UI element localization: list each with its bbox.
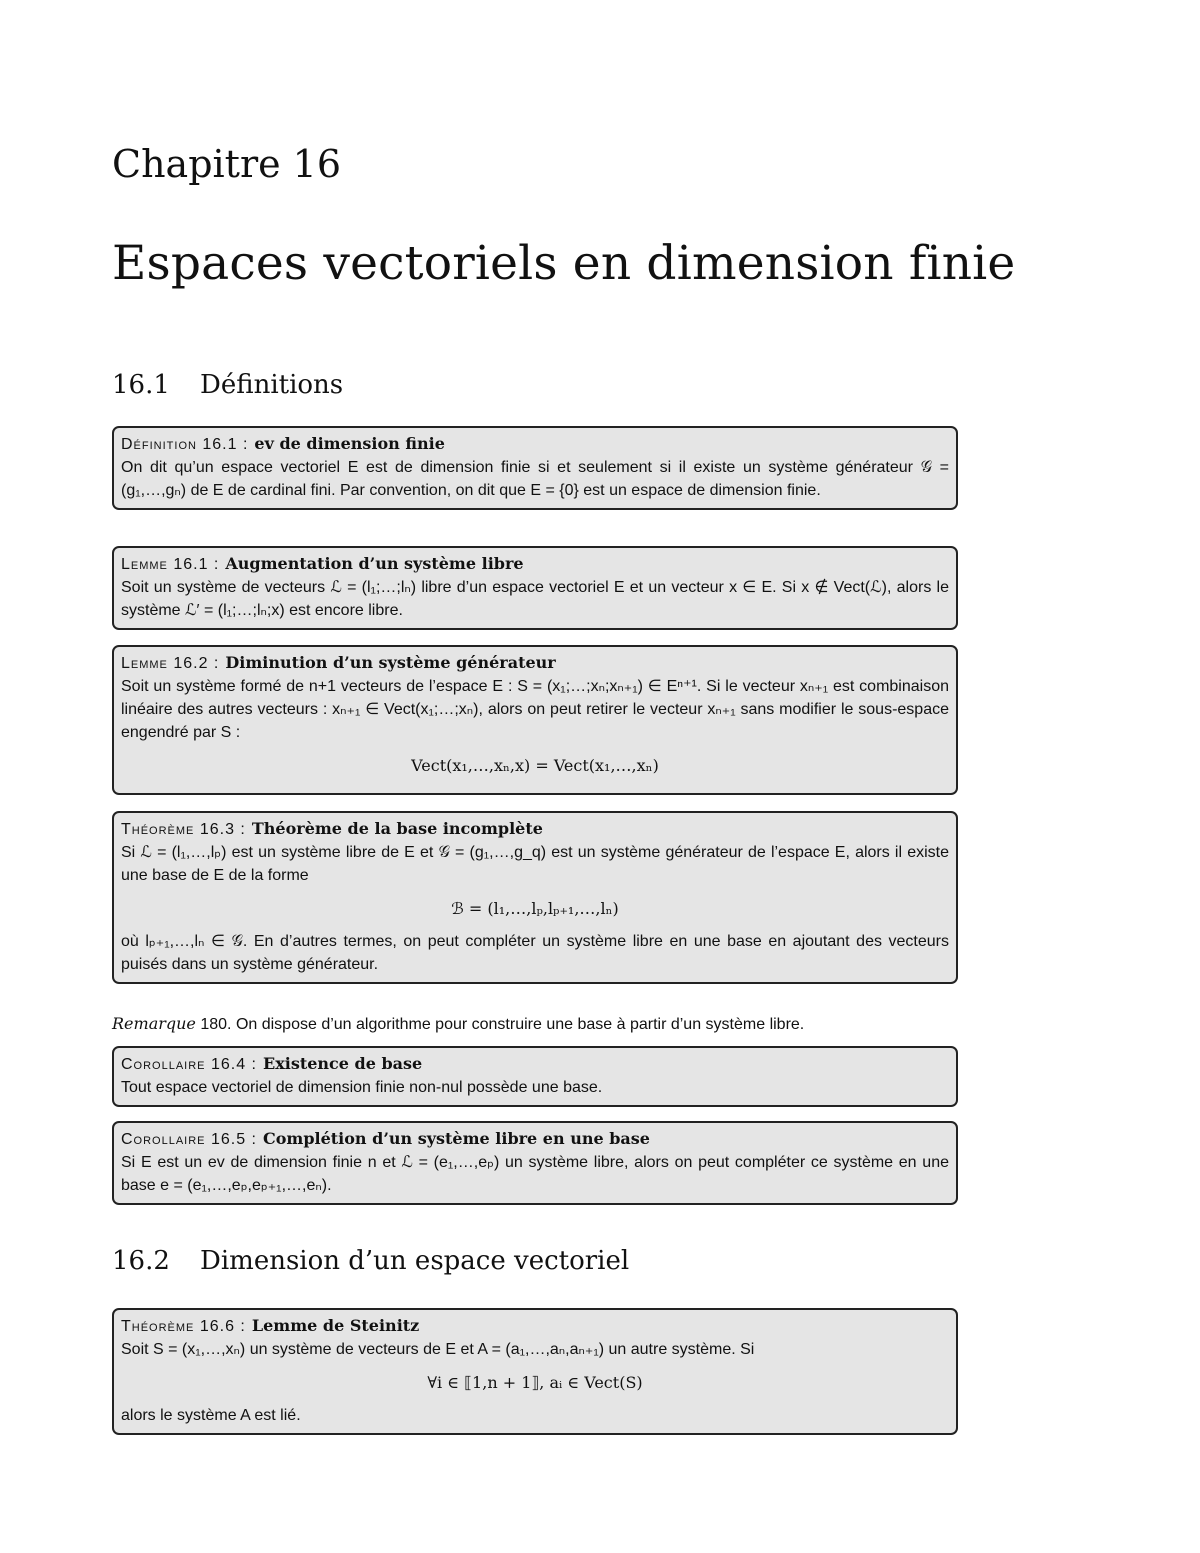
block-body: Soit un système de vecteurs ℒ = (l₁;…;lₙ) libre d’un espace vectoriel E et un vecteur x ∈ E. Si x ∉ Vect(ℒ), alors le système ℒ′ = (l₁;…;lₙ;x) est encore libre. xyxy=(121,579,949,619)
theorem-box xyxy=(112,811,958,984)
block-kind: Théorème 16.3 : xyxy=(121,821,246,838)
block-title: Théorème de la base incomplète xyxy=(251,819,543,838)
display-formula: Vect(x₁,…,xₙ,x) = Vect(x₁,…,xₙ) xyxy=(411,756,659,775)
block-kind: Corollaire 16.5 : xyxy=(121,1131,257,1148)
corollary-box xyxy=(112,1121,958,1205)
section-heading-16-1 xyxy=(112,370,343,400)
remark-number: 180. xyxy=(200,1016,232,1033)
block-header xyxy=(121,1127,949,1151)
remark xyxy=(112,1012,958,1036)
section-heading-16-2 xyxy=(112,1246,629,1276)
block-body: Soit un système formé de n+1 vecteurs de l’espace E : S = (x₁;…;xₙ;xₙ₊₁) ∈ Eⁿ⁺¹. Si le vecteur xₙ₊₁ est combinaison linéaire des autres vecteurs : xₙ₊₁ ∈ Vect(x₁;…;xₙ), alors on peut retirer le vecteur xₙ₊₁ sans modifier le sous-espace engendré par S : xyxy=(121,678,949,741)
lemma-box xyxy=(112,645,958,795)
chapter-title: Espaces vectoriels en dimension finie xyxy=(112,236,1016,291)
section-number: 16.2 xyxy=(112,1246,170,1276)
section-number: 16.1 xyxy=(112,370,170,400)
block-header xyxy=(121,552,949,576)
block-title: ev de dimension finie xyxy=(254,434,445,453)
block-kind: Corollaire 16.4 : xyxy=(121,1056,257,1073)
theorem-box xyxy=(112,1308,958,1435)
block-kind: Lemme 16.2 : xyxy=(121,655,220,672)
block-header xyxy=(121,1314,949,1338)
block-body: Tout espace vectoriel de dimension finie non-nul possède une base. xyxy=(121,1079,603,1096)
block-header xyxy=(121,1052,949,1076)
block-header xyxy=(121,817,949,841)
section-title: Définitions xyxy=(200,370,344,400)
remark-text: On dispose d’un algorithme pour construire une base à partir d’un système libre. xyxy=(235,1016,805,1033)
display-formula: ∀i ∈ ⟦1,n + 1⟧, aᵢ ∈ Vect(S) xyxy=(427,1373,643,1392)
lemma-box xyxy=(112,546,958,630)
block-kind: Théorème 16.6 : xyxy=(121,1318,246,1335)
corollary-box xyxy=(112,1046,958,1107)
block-header xyxy=(121,651,949,675)
block-title: Augmentation d’un système libre xyxy=(225,554,524,573)
block-body: Si E est un ev de dimension finie n et ℒ = (e₁,…,eₚ) un système libre, alors on peut compléter ce système en une base e = (e₁,…,eₚ,eₚ₊₁,…,eₙ). xyxy=(121,1154,949,1194)
block-header xyxy=(121,432,949,456)
block-title: Complétion d’un système libre en une base xyxy=(263,1129,650,1148)
block-title: Diminution d’un système générateur xyxy=(225,653,556,672)
block-body: Soit S = (x₁,…,xₙ) un système de vecteurs de E et A = (a₁,…,aₙ,aₙ₊₁) un autre système. Si xyxy=(121,1341,755,1358)
block-body: On dit qu’un espace vectoriel E est de dimension finie si et seulement si il existe un système générateur 𝒢 = (g₁,…,gₙ) de E de cardinal fini. Par convention, on dit que E = {0} est un espace de dimension finie. xyxy=(121,459,949,499)
display-formula: ℬ = (l₁,…,lₚ,lₚ₊₁,…,lₙ) xyxy=(451,899,619,918)
block-body-after: où lₚ₊₁,…,lₙ ∈ 𝒢. En d’autres termes, on peut compléter un système libre en une base en ajoutant des vecteurs puisés dans un système générateur. xyxy=(121,933,949,973)
block-body: Si ℒ = (l₁,…,lₚ) est un système libre de E et 𝒢 = (g₁,…,g_q) est un système générateur de l’espace E, alors il existe une base de E de la forme xyxy=(121,844,949,884)
block-title: Existence de base xyxy=(263,1054,423,1073)
chapter-label: Chapitre 16 xyxy=(112,142,342,186)
block-title: Lemme de Steinitz xyxy=(251,1316,420,1335)
block-kind: Lemme 16.1 : xyxy=(121,556,220,573)
section-title: Dimension d’un espace vectoriel xyxy=(200,1246,630,1276)
remark-label: Remarque xyxy=(112,1014,196,1033)
block-body-after: alors le système A est lié. xyxy=(121,1407,301,1424)
definition-box xyxy=(112,426,958,510)
block-kind: Définition 16.1 : xyxy=(121,436,249,453)
